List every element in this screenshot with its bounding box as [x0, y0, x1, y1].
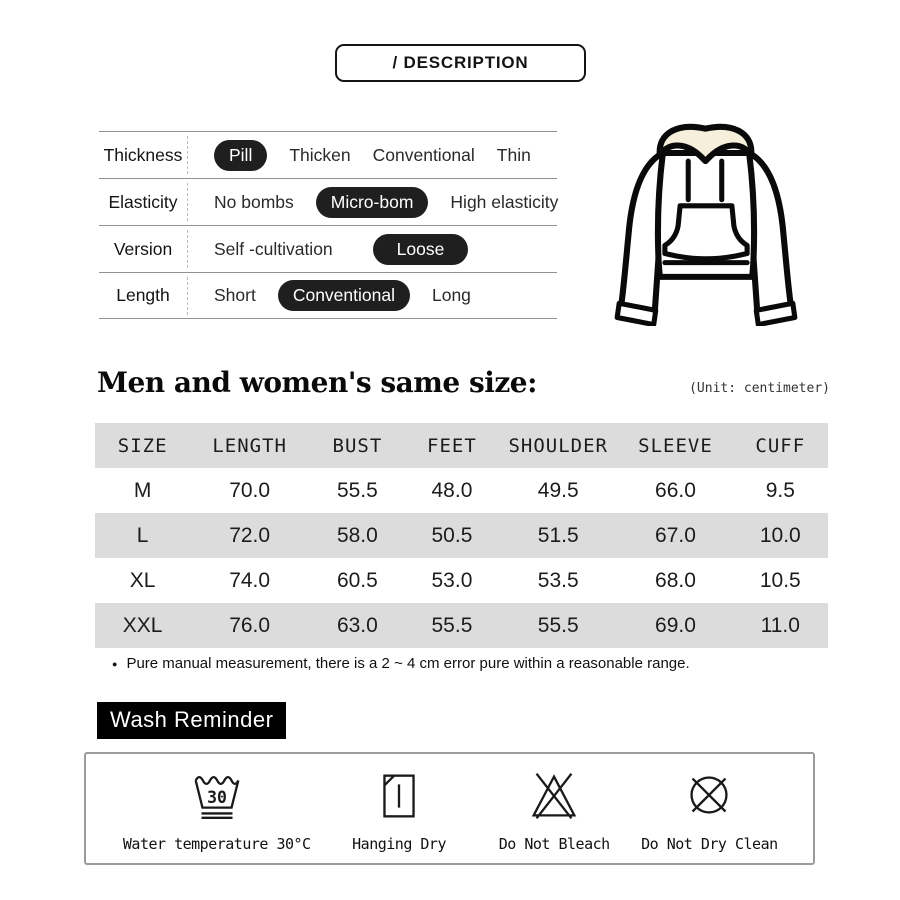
- option-pill-selected: Micro-bom: [316, 187, 429, 218]
- wash-item-label: Do Not Dry Clean: [641, 834, 778, 853]
- value-cell: 63.0: [336, 613, 378, 637]
- attribute-label: Elasticity: [108, 191, 178, 212]
- wash-item-temperature: [112, 765, 321, 853]
- hoodie-icon: [607, 114, 805, 326]
- wash-instructions-panel: [84, 752, 815, 865]
- wash-item-label: Do Not Bleach: [498, 834, 610, 853]
- attribute-row-elasticity: [99, 178, 557, 225]
- size-cell: M: [133, 478, 152, 502]
- value-cell: 10.0: [759, 523, 801, 547]
- value-cell: 60.5: [336, 568, 378, 592]
- option-text: High elasticity: [450, 191, 559, 212]
- value-cell: 51.5: [537, 523, 579, 547]
- option-pill-selected: Pill: [214, 140, 267, 171]
- do-not-dry-clean-icon: [678, 765, 740, 827]
- attribute-row-version: [99, 225, 557, 272]
- do-not-bleach-icon: [523, 765, 585, 827]
- column-header: SLEEVE: [638, 434, 713, 457]
- unit-note: (Unit: centimeter): [689, 381, 830, 396]
- value-cell: 9.5: [765, 478, 795, 502]
- attribute-options: [188, 140, 531, 171]
- value-cell: 74.0: [229, 568, 271, 592]
- option-text: Conventional: [372, 144, 475, 165]
- value-cell: 53.0: [431, 568, 473, 592]
- value-cell: 66.0: [655, 478, 696, 502]
- wash-item-label: Hanging Dry: [352, 834, 446, 853]
- size-table-header-row: [95, 423, 828, 468]
- value-cell: 70.0: [229, 478, 271, 502]
- size-table: [95, 423, 828, 648]
- option-text: Long: [431, 285, 471, 305]
- svg-text:30: 30: [206, 787, 227, 807]
- attribute-options: [188, 280, 471, 311]
- value-cell: 53.5: [537, 568, 579, 592]
- option-text: Short: [214, 285, 256, 305]
- wash-item-hang-dry: [321, 765, 476, 853]
- attribute-options: [188, 187, 558, 218]
- wash-item-no-bleach: [477, 765, 632, 853]
- size-cell: XXL: [122, 613, 163, 637]
- value-cell: 72.0: [229, 523, 271, 547]
- value-cell: 69.0: [655, 613, 696, 637]
- size-cell: L: [136, 523, 149, 547]
- attribute-options: [188, 234, 468, 265]
- size-section-title: Men and women's same size:: [97, 366, 537, 399]
- wash-item-label: Water temperature 30°C: [122, 834, 311, 853]
- wash-30-icon: [186, 765, 248, 827]
- wash-item-no-dry-clean: [632, 765, 787, 853]
- description-header: [335, 44, 586, 82]
- table-row-xl: [95, 558, 828, 603]
- value-cell: 55.5: [431, 613, 473, 637]
- description-header-label: / DESCRIPTION: [392, 53, 529, 72]
- column-header: BUST: [332, 434, 383, 457]
- measurement-note: [112, 655, 690, 672]
- wash-reminder-title: Wash Reminder: [97, 702, 286, 739]
- option-text: No bombs: [214, 191, 294, 212]
- option-text: Self -cultivation: [214, 238, 333, 259]
- attribute-label: Version: [113, 238, 173, 259]
- value-cell: 76.0: [229, 613, 271, 637]
- value-cell: 58.0: [336, 523, 378, 547]
- table-row-xxl: [95, 603, 828, 648]
- value-cell: 68.0: [655, 568, 696, 592]
- bullet-icon: ●: [112, 658, 118, 669]
- option-text: Thin: [496, 144, 531, 165]
- value-cell: 49.5: [537, 478, 579, 502]
- value-cell: 11.0: [760, 613, 800, 637]
- option-pill-selected: Conventional: [278, 280, 410, 311]
- table-row-m: [95, 468, 828, 513]
- column-header: SIZE: [117, 434, 168, 457]
- attribute-row-thickness: [99, 131, 557, 178]
- size-cell: XL: [129, 568, 156, 592]
- column-header: FEET: [427, 434, 477, 457]
- hang-dry-icon: [368, 765, 430, 827]
- value-cell: 50.5: [431, 523, 473, 547]
- column-header: SHOULDER: [508, 434, 608, 457]
- attribute-label: Thickness: [103, 144, 183, 165]
- value-cell: 10.5: [759, 568, 801, 592]
- option-pill-selected: Loose: [373, 234, 469, 265]
- column-header: CUFF: [755, 434, 806, 457]
- value-cell: 55.5: [336, 478, 378, 502]
- attribute-label: Length: [116, 285, 170, 305]
- table-row-l: [95, 513, 828, 558]
- value-cell: 55.5: [537, 613, 579, 637]
- attributes-table: [99, 131, 557, 319]
- value-cell: 67.0: [655, 523, 696, 547]
- size-section-header: [97, 366, 830, 399]
- attribute-row-length: [99, 272, 557, 319]
- measurement-note-text: Pure manual measurement, there is a 2 ~ 4 cm error pure within a reasonable range.: [126, 655, 690, 672]
- option-text: Thicken: [289, 144, 351, 165]
- value-cell: 48.0: [431, 478, 473, 502]
- hoodie-illustration: [607, 114, 805, 326]
- column-header: LENGTH: [212, 434, 287, 457]
